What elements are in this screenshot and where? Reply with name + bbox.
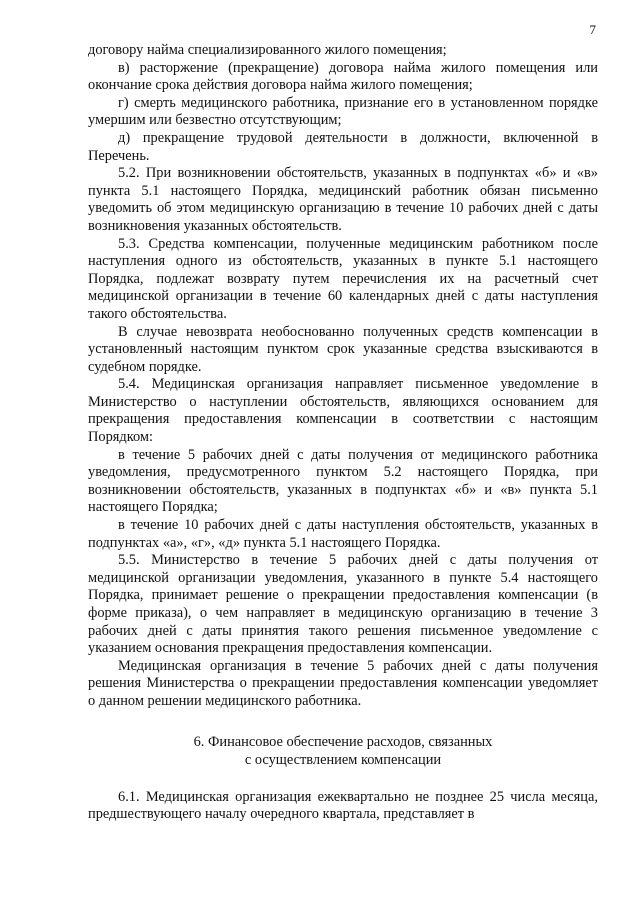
paragraph-item-g: г) смерть медицинского работника, признание его в установленном порядке умершим или безвестно отсутствующим;	[88, 94, 598, 129]
paragraph-continuation: договору найма специализированного жилого помещения;	[88, 42, 447, 58]
page-number: 7	[589, 22, 596, 37]
paragraph-5-2: 5.2. При возникновении обстоятельств, указанных в подпунктах «б» и «в» пункта 5.1 настоящего Порядка, медицинский работник обязан письменно уведомить об этом медицинскую организацию в течение 10 рабочих дней с даты возникновения указанных обстоятельств.	[88, 165, 598, 234]
paragraph-5-4: 5.4. Медицинская организация направляет письменное уведомление в Министерство о наступлении обстоятельств, являющихся основанием для прекращения предоставления компенсации в соответствии с настоящим Порядком:	[88, 376, 598, 446]
section-heading-line-1: 6. Финансовое обеспечение расходов, связанных	[193, 733, 493, 750]
paragraph-5-4-term-5-days: в течение 5 рабочих дней с даты получения от медицинского работника уведомления, предусмотренного пунктом 5.2 настоящего Порядка, при возникновении обстоятельств, указанных в подпунктах «б» и «в» пункта 5.1 настоящего Порядка;	[88, 446, 598, 516]
paragraph-5-3: 5.3. Средства компенсации, полученные медицинским работником после наступления одного из обстоятельств, указанных в пункте 5.1 настоящего Порядка, подлежат возврату путем перечисления их на расчетный счет медицинской организации в течение 60 календарных дней с даты наступления такого обстоятельства.	[88, 235, 598, 322]
document-body	[88, 42, 598, 824]
paragraph-5-4-term-10-days: в течение 10 рабочих дней с даты наступления обстоятельств, указанных в подпунктах «а», «г», «д» пункта 5.1 настоящего Порядка.	[88, 517, 598, 551]
paragraph-item-d: д) прекращение трудовой деятельности в должности, включенной в Перечень.	[88, 129, 598, 164]
paragraph-5-5: 5.5. Министерство в течение 5 рабочих дней с даты получения от медицинской организации уведомления, указанного в пункте 5.4 настоящего Порядка, принимает решение о прекращении предоставления компенсации (в форме приказа), о чем направляет в медицинскую организацию в течение 3 рабочих дней с даты принятия такого решения письменное уведомление с указанием основания прекращения предоставления компенсации.	[88, 552, 598, 657]
paragraph-5-5-notification: Медицинская организация в течение 5 рабочих дней с даты получения решения Министерства о прекращении предоставления компенсации уведомляет о данном решении медицинского работника.	[88, 657, 598, 709]
paragraph-item-v: в) расторжение (прекращение) договора найма жилого помещения или окончание срока действия договора найма жилого помещения;	[88, 59, 598, 94]
paragraph-5-3-nonreturn: В случае невозврата необоснованно полученных средств компенсации в установленный настоящим пунктом срок указанные средства взыскиваются в судебном порядке.	[88, 323, 598, 375]
section-6-heading	[88, 733, 598, 769]
section-heading-line-2: с осуществлением компенсации	[244, 751, 442, 768]
paragraph-6-1: 6.1. Медицинская организация ежеквартально не позднее 25 числа месяца, предшествующего началу очередного квартала, представляет в	[88, 788, 598, 823]
